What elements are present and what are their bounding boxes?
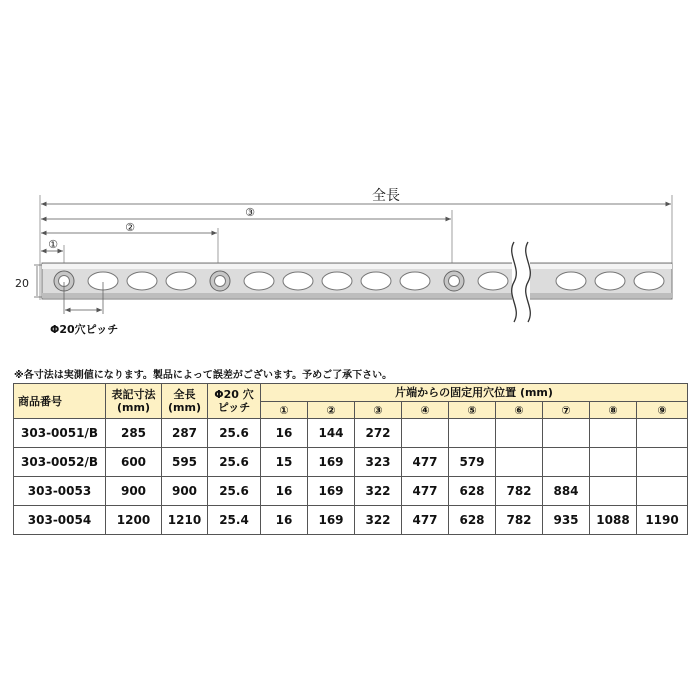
- cell-pos: 782: [496, 477, 543, 506]
- header-pos-7: ⑦: [543, 402, 590, 419]
- cell-pos: 884: [543, 477, 590, 506]
- cell-pos: 1088: [590, 506, 637, 535]
- rail-slot: [400, 272, 430, 290]
- break-symbol: [512, 242, 531, 322]
- header-pos-9: ⑨: [637, 402, 688, 419]
- cell-pos: 322: [355, 506, 402, 535]
- header-pos-8: ⑧: [590, 402, 637, 419]
- table-row: [14, 477, 688, 506]
- cell-nominal: 285: [106, 419, 162, 448]
- cell-model: 303-0051/B: [14, 419, 106, 448]
- cell-pos: [402, 419, 449, 448]
- cell-total: 595: [162, 448, 208, 477]
- cell-pos: 169: [308, 448, 355, 477]
- cell-total: 900: [162, 477, 208, 506]
- header-pitch: Φ20 穴 ピッチ: [208, 384, 261, 419]
- cell-model: 303-0053: [14, 477, 106, 506]
- header-pos-2: ②: [308, 402, 355, 419]
- rail-slot: [244, 272, 274, 290]
- cell-pos: 144: [308, 419, 355, 448]
- cell-pos: 16: [261, 506, 308, 535]
- cell-pos: [449, 419, 496, 448]
- table-row: [14, 419, 688, 448]
- rail-dimension-diagram: [0, 170, 700, 340]
- rail-slot: [166, 272, 196, 290]
- rail-slot: [283, 272, 313, 290]
- mounting-hole-center: [215, 276, 226, 287]
- cell-pos: 272: [355, 419, 402, 448]
- cell-nominal: 600: [106, 448, 162, 477]
- cell-pos: [637, 419, 688, 448]
- cell-total: 1210: [162, 506, 208, 535]
- cell-pos: 169: [308, 477, 355, 506]
- header-pos-1: ①: [261, 402, 308, 419]
- cell-pos: 477: [402, 506, 449, 535]
- cell-pos: 477: [402, 448, 449, 477]
- dimension-marker-3: ③: [245, 206, 255, 219]
- cell-total: 287: [162, 419, 208, 448]
- cell-pos: 322: [355, 477, 402, 506]
- height-label: 20: [15, 277, 29, 290]
- cell-pos: 1190: [637, 506, 688, 535]
- rail-slot: [361, 272, 391, 290]
- rail-slot: [322, 272, 352, 290]
- cell-pos: 628: [449, 506, 496, 535]
- header-pos-6: ⑥: [496, 402, 543, 419]
- header-hole-positions: 片端からの固定用穴位置 (mm): [261, 384, 688, 402]
- rail-slot: [595, 272, 625, 290]
- cell-pitch: 25.6: [208, 419, 261, 448]
- cell-pos: [590, 419, 637, 448]
- cell-pos: 579: [449, 448, 496, 477]
- cell-pitch: 25.6: [208, 477, 261, 506]
- table-row: [14, 448, 688, 477]
- cell-pos: 477: [402, 477, 449, 506]
- cell-pos: 323: [355, 448, 402, 477]
- cell-pos: [590, 477, 637, 506]
- dimension-marker-2: ②: [125, 221, 135, 234]
- rail-slot: [556, 272, 586, 290]
- cell-model: 303-0052/B: [14, 448, 106, 477]
- spec-table: [13, 383, 688, 535]
- rail-slot: [478, 272, 508, 290]
- rail-slot: [127, 272, 157, 290]
- cell-nominal: 1200: [106, 506, 162, 535]
- cell-model: 303-0054: [14, 506, 106, 535]
- header-pos-4: ④: [402, 402, 449, 419]
- header-pos-5: ⑤: [449, 402, 496, 419]
- cell-pos: [496, 419, 543, 448]
- cell-pos: [543, 419, 590, 448]
- rail-slot: [634, 272, 664, 290]
- header-total-length: 全長 (mm): [162, 384, 208, 419]
- cell-pos: [590, 448, 637, 477]
- cell-pos: 935: [543, 506, 590, 535]
- pitch-label: Φ20穴ピッチ: [50, 323, 119, 336]
- cell-pos: 16: [261, 477, 308, 506]
- cell-pos: 782: [496, 506, 543, 535]
- cell-nominal: 900: [106, 477, 162, 506]
- dimension-marker-1: ①: [48, 238, 58, 251]
- cell-pos: 15: [261, 448, 308, 477]
- cell-pos: 628: [449, 477, 496, 506]
- cell-pos: 169: [308, 506, 355, 535]
- cell-pos: [637, 477, 688, 506]
- mounting-hole-center: [449, 276, 460, 287]
- cell-pos: [543, 448, 590, 477]
- cell-pitch: 25.6: [208, 448, 261, 477]
- header-model: 商品番号: [14, 384, 106, 419]
- table-row: [14, 506, 688, 535]
- cell-pos: 16: [261, 419, 308, 448]
- cell-pos: [496, 448, 543, 477]
- measurement-note: ※各寸法は実測値になります。製品によって誤差がございます。予めご了承下さい。: [14, 370, 393, 381]
- cell-pitch: 25.4: [208, 506, 261, 535]
- header-nominal: 表記寸法 (mm): [106, 384, 162, 419]
- total-length-label: 全長: [372, 188, 400, 204]
- header-pos-3: ③: [355, 402, 402, 419]
- cell-pos: [637, 448, 688, 477]
